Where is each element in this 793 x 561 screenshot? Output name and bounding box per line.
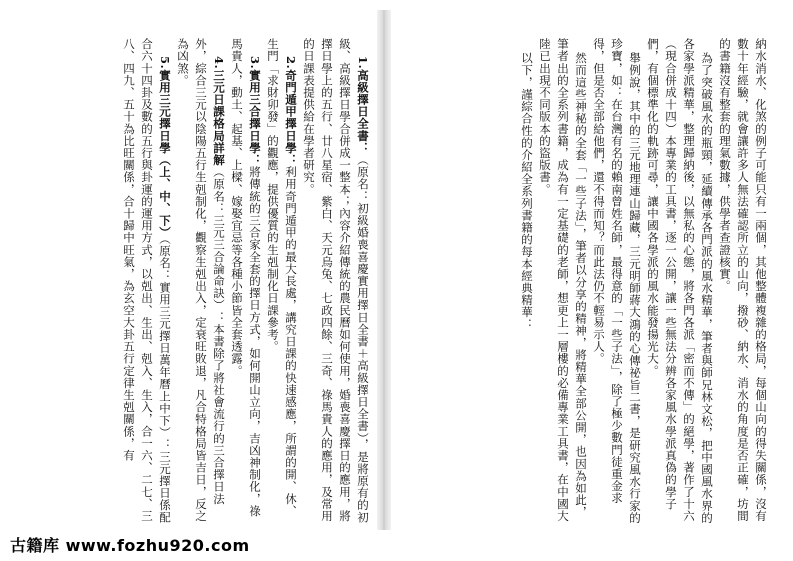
left-page-text [22, 38, 372, 528]
list-item-1 [300, 38, 372, 528]
paragraph-5: 以下，謹綜合性的介紹全系列書籍的每本經典精華： [520, 51, 534, 331]
item-4-title: 4.三元日課格局詳解 [212, 56, 226, 167]
item-3-title: 3.實用三合擇日學： [248, 56, 262, 167]
item-2-title: 2.奇門遁甲擇日學： [284, 56, 298, 167]
left-page [22, 38, 372, 528]
item-5-body: （原名：實用三元擇日萬年曆上中下）：三元擇日係配合六十四卦及數的五行與卦運的運用方式，以剋出、生出、剋入、生入，合一六、二七、三八、四九、五十為比旺關係，合十歸中旺氣，為玄空大卦五行定律生剋關係，有 [122, 38, 172, 524]
watermark-footer: 古籍库 www.fozhu920.com [10, 536, 250, 555]
paragraph-4: 然而這些神秘的全套「一些子法」，筆者以分享的精神，將精華全部公開，也因為如此，筆者出的全系列書籍，成為有一定基礎的老師，想更上一層樓的必備專業工具書，在中國大陸已出現不同版本的盜版書。 [538, 38, 588, 522]
item-1-title: 1.高級擇日全書： [356, 56, 370, 155]
item-5-title: 5.實用三元擇日學（上、中、下） [158, 56, 172, 239]
paragraph-2: 為了突破風水的瓶頸，延續傳承各門派的風水精華，筆者與師兄林文松，把中國風水界的各家學派精華，整理歸納後，以無私的心態，將各門各派「密而不傳」的絕學，著作了十六（現合併成十四）本專業的工具書，逐一公開，讓一些無法分辨各家風水學派真偽的學子們，有個標準化的軌跡可尋，讓中國各學派的風水能發揚光大。 [646, 38, 714, 524]
list-item-5 [120, 38, 174, 528]
item-1-body: （原名：初級婚喪喜慶實用擇日全書＋高級擇日全書），是將原有的初級、高級擇日學合併成一整本；內容介紹傳統的農民曆如何使用，婚喪喜慶擇日的應用，將擇日學上的五行、廿八星宿、紫白、天元烏兔、七政四餘、三奇、祿馬貴人的應用，及常用的日課表提供給在學者研究。 [302, 38, 370, 524]
list-item-2 [264, 38, 300, 528]
paragraph-1: 納水消水、化煞的例子可能只有一兩個，其他整體複雜的格局，每個山向的得失關係，沒有數十年經驗，就會讓許多人無法確認所立的山向，撥砂、納水、消水的角度是否正確，坊間的書籍沒有整套的理氣數據，供學者查證核實。 [718, 38, 768, 522]
list-item-4 [174, 38, 228, 528]
list-item-3 [228, 38, 264, 528]
right-page-text [398, 38, 770, 528]
item-4-body: （原名：三元三合論命訣）：本書除了將社會流行的三合擇日法外，綜合三元以陰陽五行生剋制化，觀察生剋出入，定衰旺敗退，凡合特格局皆吉日，反之為凶煞。 [176, 38, 226, 522]
item-2-body: 利用奇門遁甲的最大長處，講究日課的快速感應，所謂的開、休、生門「求財卯發」的觀應，提供優質的生剋制化日課參考。 [266, 38, 298, 518]
right-page [398, 38, 770, 528]
item-3-body: 將傳統的三合家全套的擇日方式，如何開山立向，吉凶神制化，祿馬貴人，動土、起基、上樑、嫁娶宜忌等各種小節皆全套透露。 [230, 38, 262, 518]
book-gutter [377, 10, 391, 530]
paragraph-3: 舉例說，其中的三元地理連山歸藏，三元明師蔣大鴻的心傳祕旨二書，是研究風水行家的珍寶，如：在台灣有名的賴南曾姓名師，最得意的「一些子法」，除了極少數門徒重金求得，但是否全部給他們，還不得而知？而此法仍不輕易示人。 [592, 38, 642, 524]
